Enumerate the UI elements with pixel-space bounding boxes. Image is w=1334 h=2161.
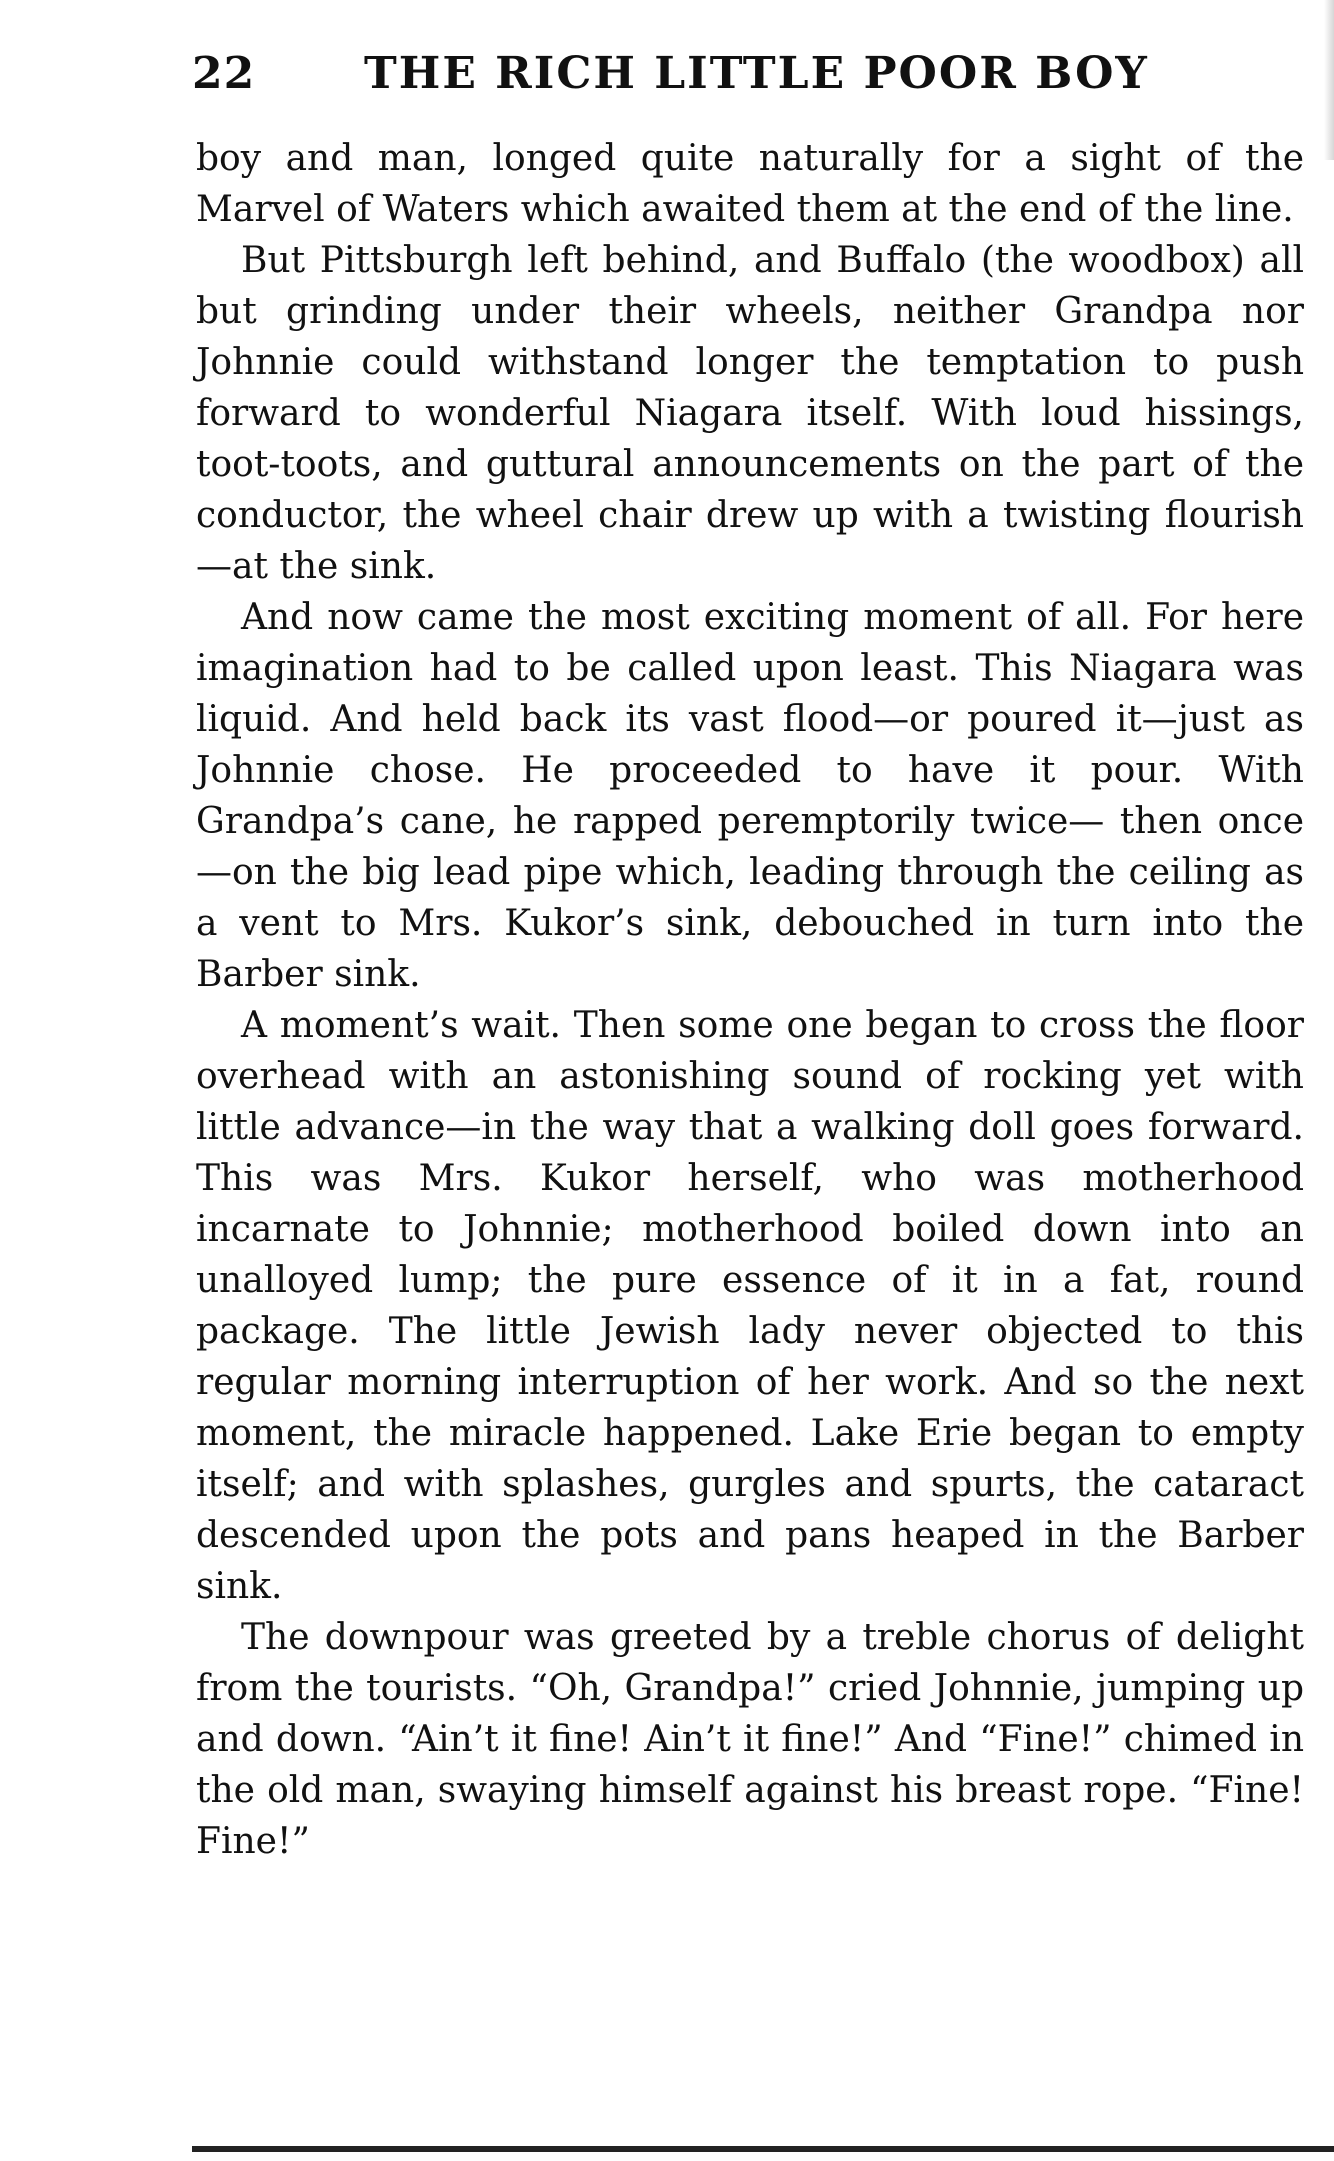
paragraph: The downpour was greeted by a treble chorus of delight from the tourists. “Oh, Grandpa!” cried Johnnie, jumping up and down. “Ain’t it fine! Ain’t it fine!” And “Fine!” chimed in the old man, swaying himself against his breast rope. “Fine! Fine!” [196,1617,1304,1862]
bottom-rule [192,2146,1334,2152]
page-number: 22 [192,48,256,99]
page-header [192,48,1312,108]
paragraph: And now came the most exciting moment of all. For here imagination had to be called upon least. This Niagara was liquid. And held back its vast flood—or poured it—just as Johnnie chose. He proceeded to have it pour. With Grandpa’s cane, he rapped peremptorily twice— then once—on the big lead pipe which, leading through the ceiling as a vent to Mrs. Kukor’s sink, debouched in turn into the Barber sink. [196,597,1304,995]
page-edge-shadow [1324,0,1334,160]
body-text [196,133,1304,1867]
paragraph: But Pittsburgh left behind, and Buffalo (the woodbox) all but grinding under their wheels, neither Grandpa nor Johnnie could withstand longer the temptation to push forward to wonderful Niagara itself. With loud hissings, toot-toots, and guttural announcements on the part of the conductor, the wheel chair drew up with a twisting flourish —at the sink. [196,240,1304,587]
paragraph: A moment’s wait. Then some one began to cross the floor overhead with an astonishing sound of rocking yet with little advance—in the way that a walking doll goes forward. This was Mrs. Kukor herself, who was motherhood incarnate to Johnnie; motherhood boiled down into an unalloyed lump; the pure essence of it in a fat, round package. The little Jewish lady never objected to this regular morning interruption of her work. And so the next moment, the miracle happened. Lake Erie began to empty itself; and with splashes, gurgles and spurts, the cataract descended upon the pots and pans heaped in the Barber sink. [196,1005,1304,1607]
paragraph-continued: boy and man, longed quite naturally for a sight of the Marvel of Waters which awaited them at the end of the line. [196,138,1304,230]
running-title: THE RICH LITTLE POOR BOY [364,48,1149,99]
